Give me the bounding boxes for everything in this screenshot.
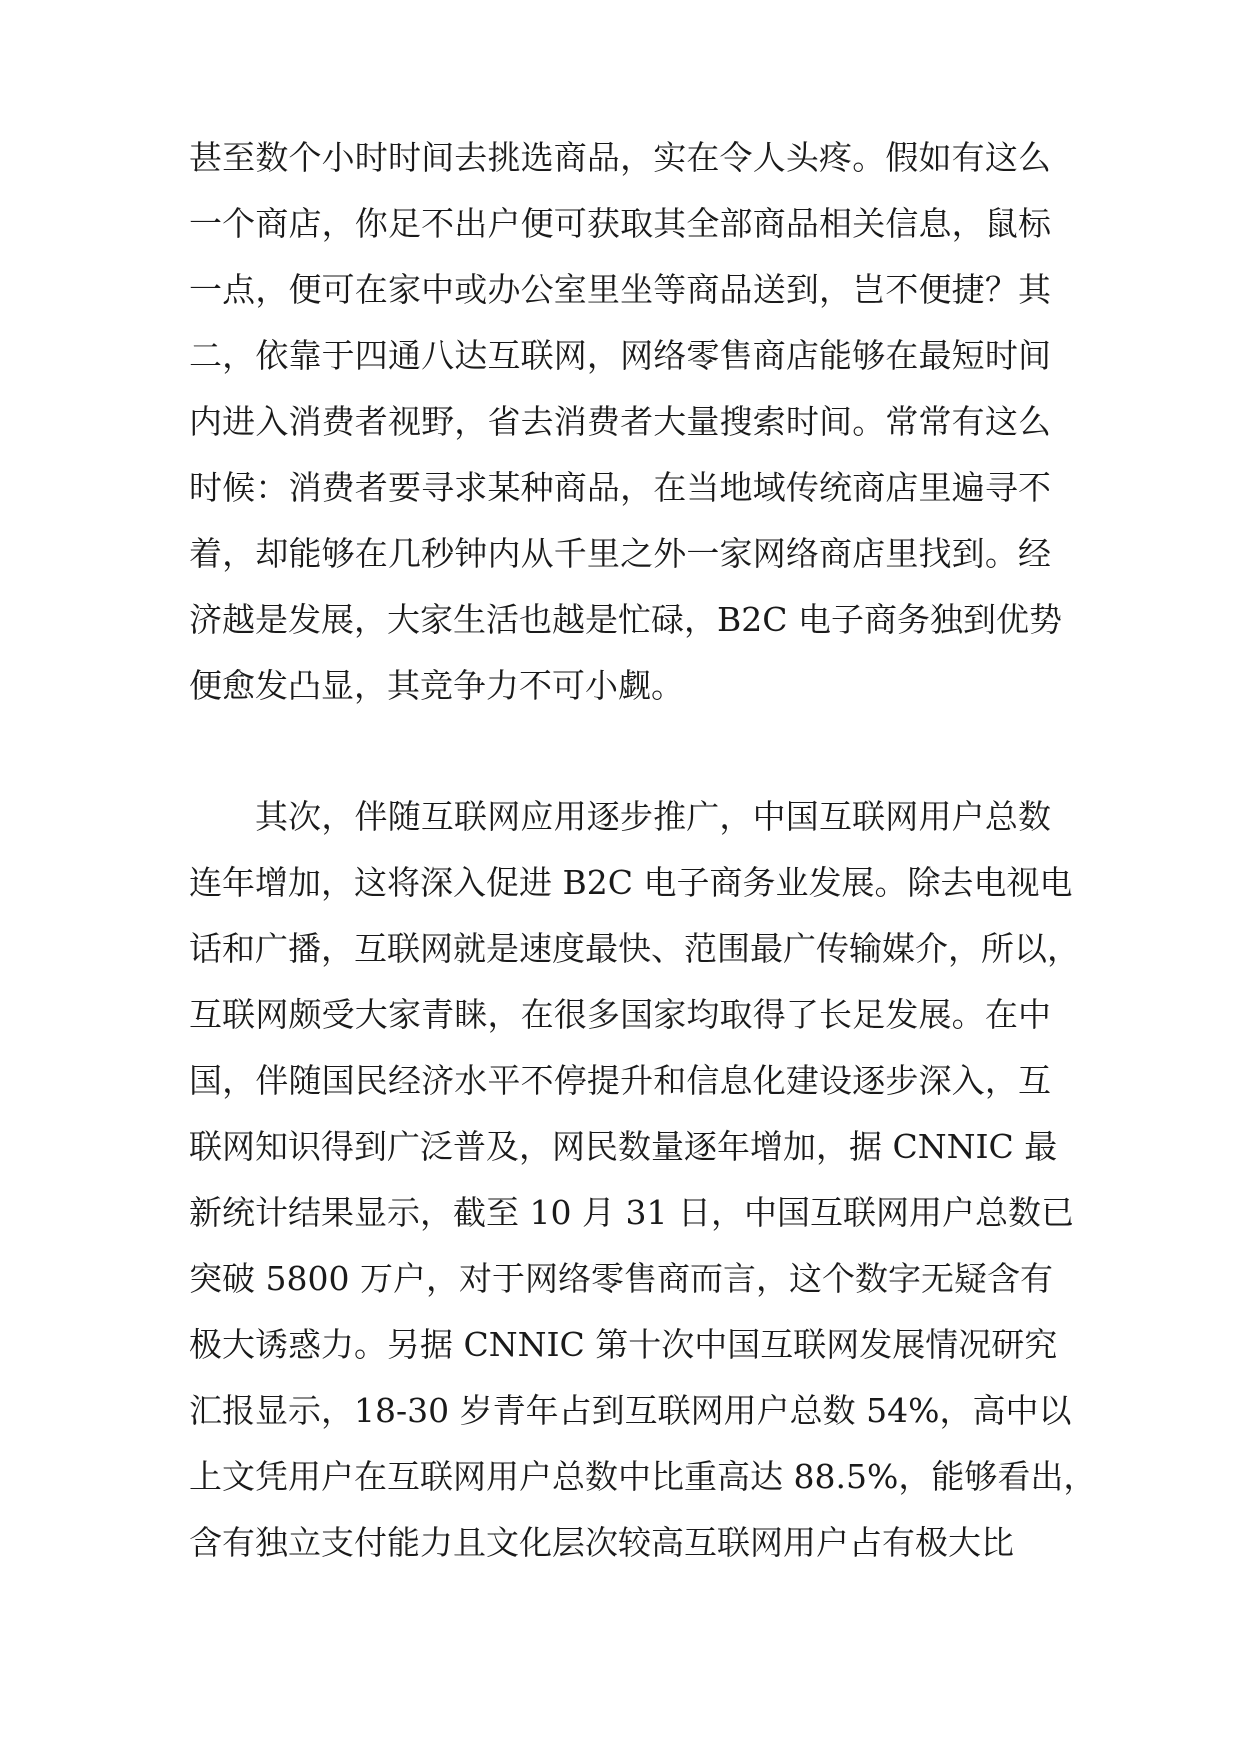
text-line: 一个商店，你足不出户便可获取其全部商品相关信息，鼠标 (189, 204, 1051, 243)
text-line: 话和广播，互联网就是速度最快、范围最广传输媒介，所以， (189, 929, 1080, 968)
text-line: 极大诱惑力。另据 CNNIC 第十次中国互联网发展情况研究 (189, 1325, 1058, 1364)
text-line: 新统计结果显示，截至 10 月 31 日，中国互联网用户总数已 (189, 1193, 1074, 1232)
text-line: 内进入消费者视野，省去消费者大量搜索时间。常常有这么 (189, 402, 1051, 441)
text-line: 突破 5800 万户，对于网络零售商而言，这个数字无疑含有 (189, 1259, 1053, 1298)
text-line: 互联网颇受大家青睐，在很多国家均取得了长足发展。在中 (189, 995, 1051, 1034)
text-line: 上文凭用户在互联网用户总数中比重高达 88.5%，能够看出， (189, 1457, 1097, 1496)
text-line: 连年增加，这将深入促进 B2C 电子商务业发展。除去电视电 (189, 863, 1073, 902)
text-line: 国，伴随国民经济水平不停提升和信息化建设逐步深入，互 (189, 1061, 1051, 1100)
text-line: 汇报显示，18-30 岁青年占到互联网用户总数 54%，高中以 (189, 1391, 1072, 1430)
text-line: 其次，伴随互联网应用逐步推广，中国互联网用户总数 (255, 797, 1051, 836)
text-line: 济越是发展，大家生活也越是忙碌，B2C 电子商务独到优势 (189, 600, 1062, 639)
text-line: 二，依靠于四通八达互联网，网络零售商店能够在最短时间 (189, 336, 1051, 375)
text-line: 着，却能够在几秒钟内从千里之外一家网络商店里找到。经 (189, 534, 1051, 573)
text-line: 甚至数个小时时间去挑选商品，实在令人头疼。假如有这么 (189, 138, 1051, 177)
text-line: 时候：消费者要寻求某种商品，在当地域传统商店里遍寻不 (189, 468, 1051, 507)
text-line: 联网知识得到广泛普及，网民数量逐年增加，据 CNNIC 最 (189, 1127, 1058, 1166)
text-line: 含有独立支付能力且文化层次较高互联网用户占有极大比 (189, 1523, 1014, 1562)
text-line: 便愈发凸显，其竞争力不可小觑。 (189, 666, 684, 705)
text-line: 一点，便可在家中或办公室里坐等商品送到，岂不便捷？其 (189, 270, 1051, 309)
